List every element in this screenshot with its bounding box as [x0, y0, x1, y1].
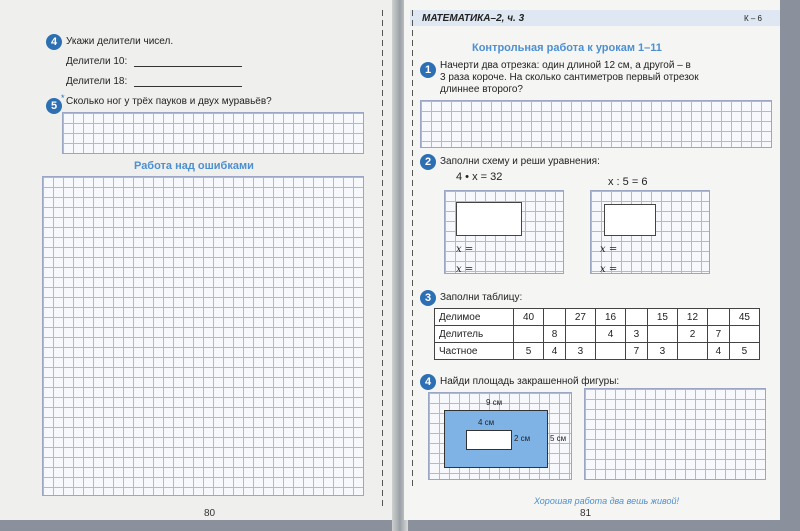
table-row: [435, 309, 760, 326]
table-cell: 15: [647, 309, 677, 326]
answer-grid[interactable]: [42, 176, 364, 496]
table-row-label: Делитель: [435, 326, 514, 343]
x-answer-label: x =: [456, 244, 474, 255]
cut-line: [382, 10, 383, 510]
corner-label: К – 6: [744, 14, 763, 23]
answer-line[interactable]: [134, 66, 242, 67]
task-text: Сколько ног у трёх пауков и двух муравьёв?: [66, 96, 272, 107]
table-cell[interactable]: [514, 326, 544, 343]
table-cell: 5: [729, 343, 759, 360]
table-cell: 5: [514, 343, 544, 360]
x-answer-label: x =: [456, 264, 474, 275]
task-text: Заполни таблицу:: [440, 292, 523, 303]
test-title: Контрольная работа к урокам 1–11: [472, 42, 662, 54]
table-cell: 3: [647, 343, 677, 360]
equation-2: x : 5 = 6: [608, 176, 648, 188]
table-row: [435, 326, 760, 343]
table-cell: 27: [565, 309, 595, 326]
table-cell[interactable]: [729, 326, 759, 343]
scheme-box-1[interactable]: [456, 202, 522, 236]
table-cell: 8: [544, 326, 566, 343]
task-text: длиннее второго?: [440, 84, 523, 95]
table-cell[interactable]: [647, 326, 677, 343]
table-cell[interactable]: [708, 309, 730, 326]
table-cell: 3: [626, 326, 648, 343]
divisors-10-label: Делители 10:: [66, 56, 128, 67]
task-text: Начерти два отрезка: один длиной 12 см, а другой – в: [440, 60, 691, 71]
top-grid-strip: [62, 112, 364, 154]
book-header: МАТЕМАТИКА–2, ч. 3: [422, 13, 525, 24]
table-cell: 45: [729, 309, 759, 326]
x-answer-label: x =: [600, 244, 618, 255]
table-cell: 7: [708, 326, 730, 343]
table-row: [435, 343, 760, 360]
table-row-label: Частное: [435, 343, 514, 360]
inner-width-label: 4 см: [478, 418, 495, 427]
table-cell: 2: [677, 326, 707, 343]
drawing-grid[interactable]: [420, 100, 772, 148]
table-cell: 3: [565, 343, 595, 360]
table-cell: 40: [514, 309, 544, 326]
scheme-box-2[interactable]: [604, 204, 656, 236]
inner-rectangle: [466, 430, 512, 450]
table-cell[interactable]: [544, 309, 566, 326]
outer-width-label: 9 см: [486, 398, 503, 407]
right-page: [404, 0, 780, 520]
outer-height-label: 5 см: [550, 434, 567, 443]
page-number: 81: [580, 508, 592, 519]
table-cell: 7: [626, 343, 648, 360]
division-table: [434, 308, 760, 360]
divisors-18-label: Делители 18:: [66, 76, 128, 87]
inner-height-label: 2 см: [514, 434, 531, 443]
table-row-label: Делимое: [435, 309, 514, 326]
table-cell: 12: [677, 309, 707, 326]
x-answer-label: x =: [600, 264, 618, 275]
task-number: 5: [46, 98, 62, 114]
footer-slogan: Хорошая работа два вешь живой!: [534, 496, 679, 506]
answer-grid[interactable]: [584, 388, 766, 480]
task-text: Найди площадь закрашенной фигуры:: [440, 376, 620, 387]
left-page: [0, 0, 396, 520]
task-number: 3: [420, 290, 436, 306]
equation-1: 4 • x = 32: [456, 171, 503, 183]
star-mark: *: [61, 93, 65, 103]
task-number: 4: [46, 34, 62, 50]
task-number: 1: [420, 62, 436, 78]
table-cell: 4: [708, 343, 730, 360]
task-number: 4: [420, 374, 436, 390]
page-number: 80: [204, 508, 216, 519]
cut-line: [412, 10, 413, 490]
table-cell[interactable]: [595, 343, 625, 360]
task-number: 2: [420, 154, 436, 170]
section-title: Работа над ошибками: [134, 160, 254, 172]
table-cell[interactable]: [565, 326, 595, 343]
table-cell[interactable]: [677, 343, 707, 360]
task-text: Укажи делители чисел.: [66, 36, 174, 47]
task-text: 3 раза короче. На сколько сантиметров первый отрезок: [440, 72, 699, 83]
table-cell: 16: [595, 309, 625, 326]
table-cell[interactable]: [626, 309, 648, 326]
table-cell: 4: [595, 326, 625, 343]
table-cell: 4: [544, 343, 566, 360]
task-text: Заполни схему и реши уравнения:: [440, 156, 600, 167]
answer-line[interactable]: [134, 86, 242, 87]
